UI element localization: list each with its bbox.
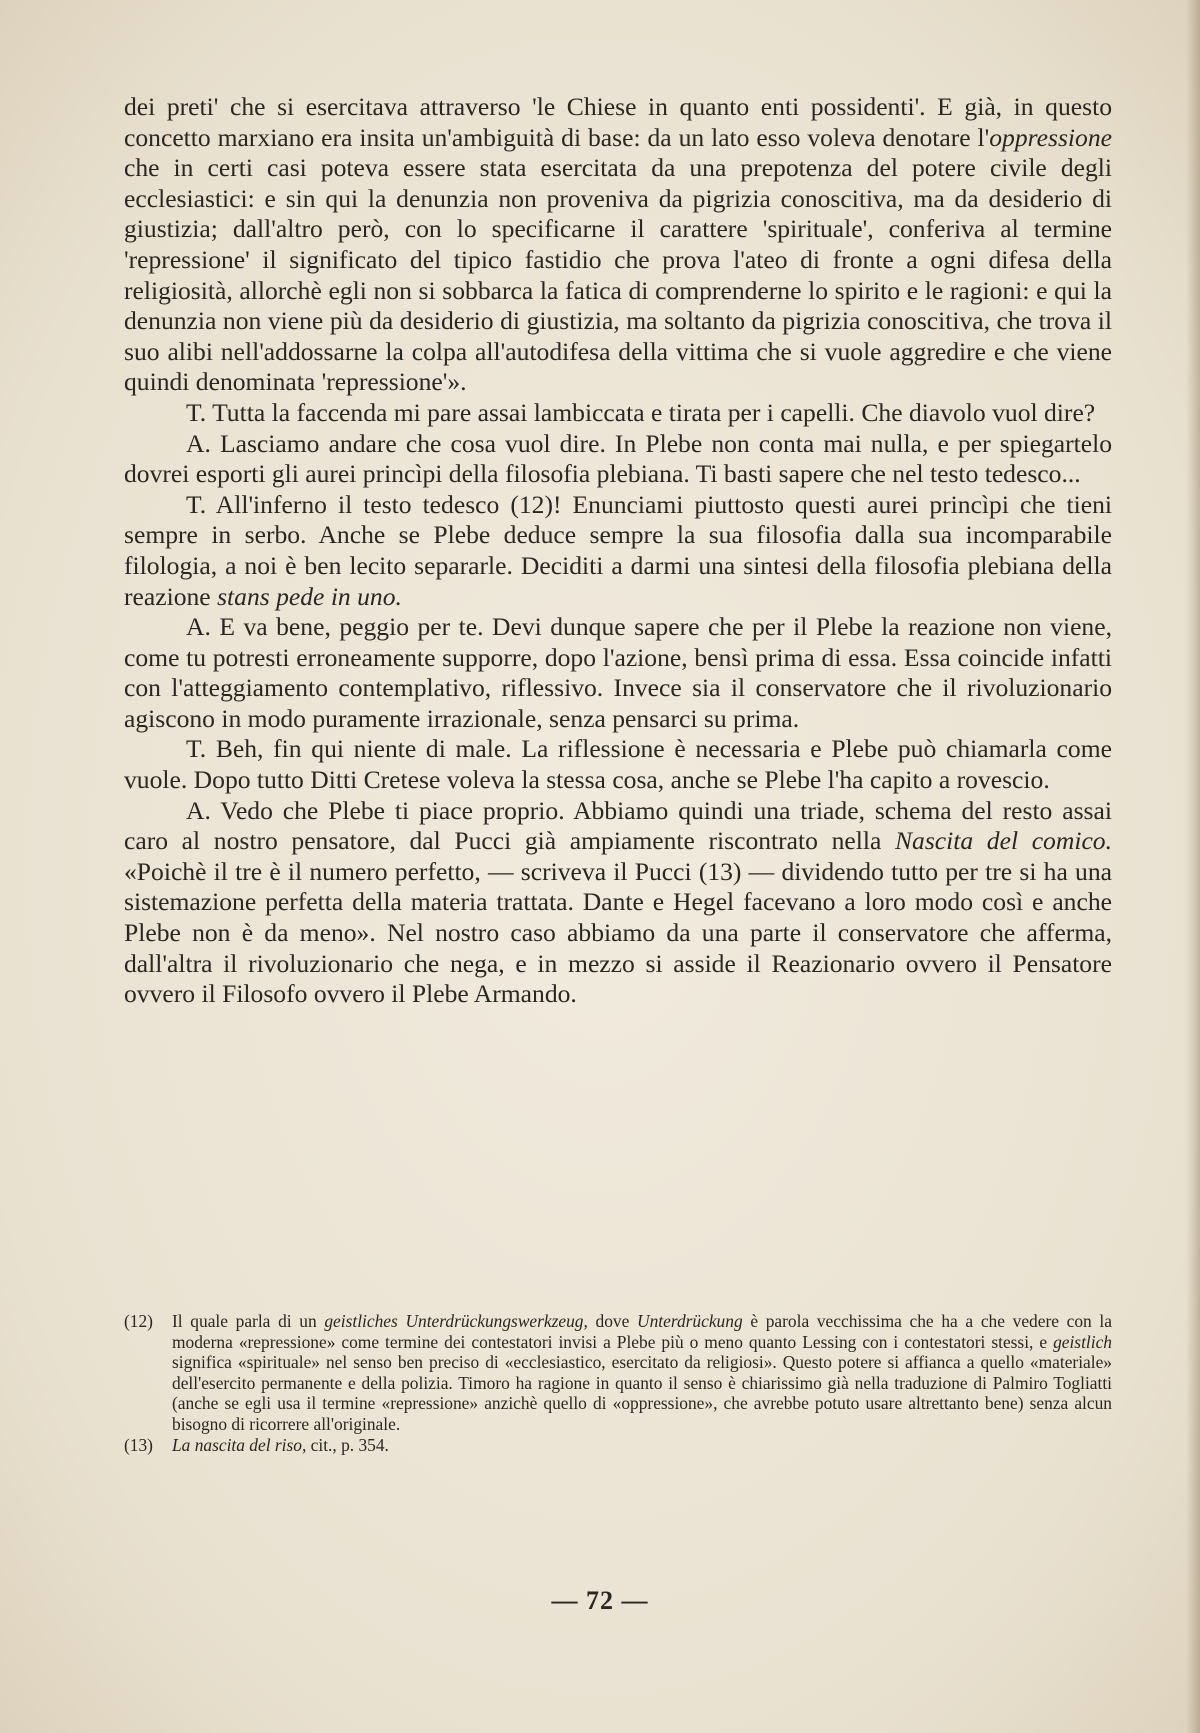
- footnote-number: (13): [124, 1434, 153, 1455]
- footnote-13: [124, 1435, 1112, 1456]
- paragraph-1: dei preti' che si esercitava attraverso 'le Chiese in quanto enti possidenti'. E già, in questo concetto marxiano era insita un'ambiguità di base: da un lato esso voleva denotare l'oppressione che in certi casi poteva essere stata esercitata da una prepotenza del potere civile degli ecclesiastici: e sin qui la denunzia non proveniva da pigrizia conoscitiva, ma da desiderio di giustizia; dall'altro però, con lo specificarne il carattere 'spirituale', conferiva al termine 'repressione' il significato del tipico fastidio che prova l'ateo di fronte a ogni difesa della religiosità, allorchè egli non si sobbarca la fatica di comprenderne lo spirito e le ragioni: e qui la denunzia non viene più da desiderio di giustizia, ma soltanto da pigrizia conoscitiva, che trova il suo alibi nell'addossarne la colpa all'autodifesa della vittima che si vuole aggredire e che viene quindi denominata 'repressione'».: [124, 92, 1112, 397]
- page-edge-shadow: [1186, 0, 1200, 1733]
- main-text: [124, 92, 1112, 1010]
- footnote-number: (12): [124, 1311, 153, 1331]
- paragraph-6: T. Beh, fin qui niente di male. La riflessione è necessaria e Plebe può chiamarla come vuole. Dopo tutto Ditti Cretese voleva la stessa cosa, anche se Plebe l'ha capito a rovescio.: [124, 734, 1112, 795]
- page-number: — 72 —: [551, 1586, 649, 1615]
- paragraph-7: A. Vedo che Plebe ti piace proprio. Abbiamo quindi una triade, schema del resto assai caro al nostro pensatore, dal Pucci già ampiamente riscontrato nella Nascita del comico. «Poichè il tre è il numero perfetto, — scriveva il Pucci (13) — dividendo tutto per tre si ha una sistemazione perfetta della materia trattata. Dante e Hegel facevano a loro modo così e anche Plebe non è da meno». Nel nostro caso abbiamo da una parte il conservatore che afferma, dall'altra il rivoluzionario che nega, e in mezzo si asside il Reazionario ovvero il Pensatore ovvero il Filosofo ovvero il Plebe Armando.: [124, 795, 1113, 1009]
- paragraph-2: T. Tutta la faccenda mi pare assai lambiccata e tirata per i capelli. Che diavolo vuol dire?: [186, 397, 1096, 427]
- footnote-text: La nascita del riso, cit., p. 354.: [172, 1434, 389, 1455]
- footnote-text: Il quale parla di un geistliches Unterdrückungswerkzeug, dove Unterdrückung è parola vecchissima che ha a che vedere con la moderna «repressione» come termine dei contestatori invisi a Plebe più o meno quanto Lessing con i contestatori stessi, e geistlich significa «spirituale» nel senso ben preciso di «ecclesiastico, esercitato da religiosi». Questo potere si affianca a quello «materiale» dell'esercito permanente e della polizia. Timoro ha ragione in quanto il senso è chiarissimo già nella traduzione di Palmiro Togliatti (anche se egli usa il termine «repressione» anzichè quello di «oppressione», che avrebbe potuto usare altrettanto bene) senza alcun bisogno di ricorrere all'originale.: [172, 1311, 1112, 1434]
- footnotes: [124, 1311, 1112, 1455]
- paragraph-3: A. Lasciamo andare che cosa vuol dire. In Plebe non conta mai nulla, e per spiegartelo dovrei esporti gli aurei princìpi della filosofia plebiana. Ti basti sapere che nel testo tedesco...: [124, 428, 1112, 489]
- footnote-12: [124, 1311, 1112, 1435]
- paragraph-5: A. E va bene, peggio per te. Devi dunque sapere che per il Plebe la reazione non viene, come tu potresti erroneamente supporre, dopo l'azione, bensì prima di essa. Essa coincide infatti con l'atteggiamento contemplativo, riflessivo. Invece sia il conservatore che il rivoluzionario agiscono in modo puramente irrazionale, senza pensarci su prima.: [124, 612, 1112, 733]
- paragraph-4: T. All'inferno il testo tedesco (12)! Enunciami piuttosto questi aurei princìpi che tieni sempre in serbo. Anche se Plebe deduce sempre la sua filosofia dalla sua incomparabile filologia, a noi è ben lecito separarle. Deciditi a darmi una sintesi della filosofia plebiana della reazione stans pede in uno.: [124, 489, 1112, 611]
